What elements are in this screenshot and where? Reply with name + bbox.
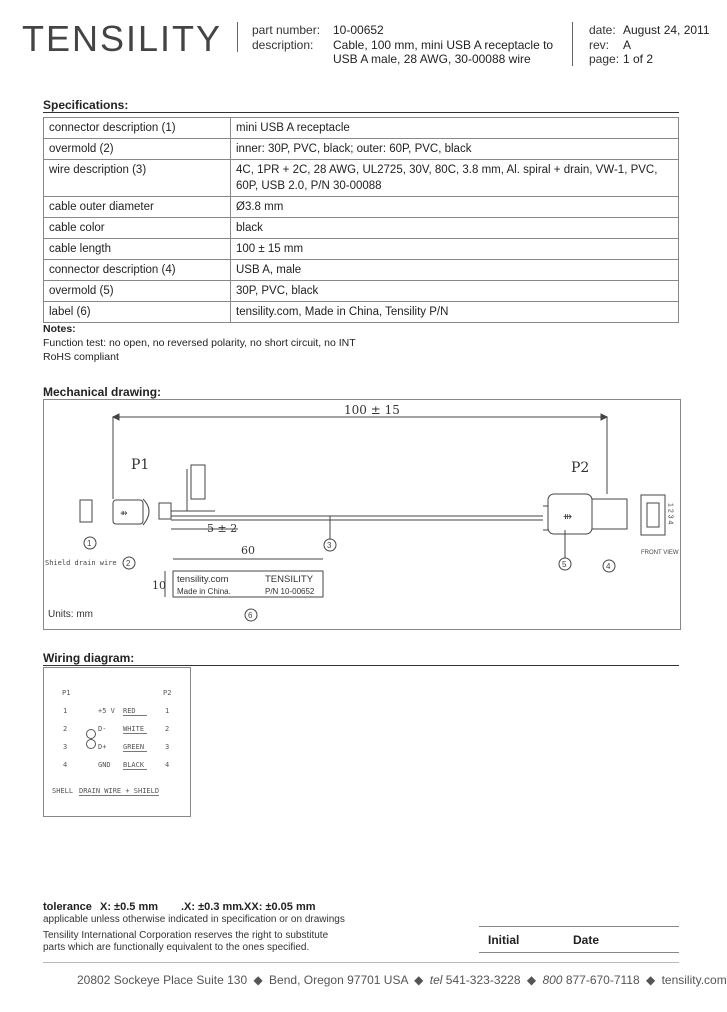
callout-2-text: 2 [126,559,131,568]
p2-usb-symbol-icon: ⇻ [563,510,573,523]
footer-bullet-icon: ◆ [253,973,263,987]
footer-tel: 541-323-3228 [445,973,521,987]
company-logo: TENSILITY [22,18,223,59]
wiring-cell-sig: D- [98,725,107,733]
spec-row [44,160,679,197]
spec-key: cable color [44,218,231,239]
spec-value: Ø3.8 mm [231,197,679,218]
wiring-cell-a: 3 [63,743,68,751]
spec-value: 4C, 1PR + 2C, 28 AWG, UL2725, 30V, 80C, 3.8 mm, Al. spiral + drain, VW-1, PVC, 60P, USB 2.0, P/N 30-00088 [231,160,679,197]
spec-value: inner: 30P, PVC, black; outer: 60P, PVC, black [231,139,679,160]
specifications-title: Specifications: [43,98,679,113]
twisted-pair-icon [81,727,101,751]
description-line1: Cable, 100 mm, mini USB A receptacle to [333,38,554,52]
specifications-table [43,117,679,323]
spec-value: USB A, male [231,260,679,281]
spec-row [44,139,679,160]
wiring-p2-header: P2 [163,689,172,697]
callout-6-text: 6 [248,611,253,620]
spec-value: tensility.com, Made in China, Tensility P/N [231,302,679,323]
wiring-diagram-title: Wiring diagram: [43,651,679,666]
p2-plug-front [641,495,665,535]
wiring-cell-sig: GND [98,761,111,769]
mechanical-drawing-title: Mechanical drawing: [43,385,679,400]
spec-value: 30P, PVC, black [231,281,679,302]
tolerance-x: X: ±0.5 mm [100,901,159,913]
wiring-cell-a: 1 [63,707,68,715]
p2-plug-body [592,499,627,529]
wiring-p1-header: P1 [62,689,71,697]
p1-overmold-curve [143,499,149,525]
drain-wire-label-tab [191,465,205,499]
spec-key: cable length [44,239,231,260]
wiring-shell-text: DRAIN WIRE + SHIELD [79,787,160,795]
units-text: Units: mm [48,609,93,620]
spec-key: connector description (4) [44,260,231,281]
spec-row [44,118,679,139]
signoff-date: Date [573,933,600,947]
footer-city: Bend, Oregon 97701 USA [269,973,408,987]
wiring-cell-a: 2 [63,725,68,733]
callout-1-text: 1 [87,539,92,548]
p2-pin-numbers: 1 2 3 4 [666,503,674,525]
shield-drain-text: Shield drain wire [45,559,117,567]
description-label: description: [252,38,314,52]
strip-dimension-text: 5 ± 2 [207,522,238,535]
spec-row [44,302,679,323]
rev-label: rev: [589,38,610,52]
notes-title: Notes: [43,323,76,335]
rights-line1: Tensility International Corporation reserves the right to substitute [43,930,329,941]
callout-3-text: 3 [327,541,332,550]
footer-bullet-icon: ◆ [414,973,424,987]
spec-row [44,218,679,239]
p2-label: P2 [571,460,590,476]
wiring-cell-color: BLACK [123,761,147,770]
notes-line1: Function test: no open, no reversed polarity, no short circuit, no INT [43,337,356,349]
p2-strain-relief [543,506,548,530]
spec-key: cable outer diameter [44,197,231,218]
wiring-diagram [43,667,189,815]
date-value: August 24, 2011 [623,23,710,37]
wiring-cell-sig: D+ [98,743,107,751]
spec-key: connector description (1) [44,118,231,139]
wiring-shell-label: SHELL [52,787,74,795]
spec-key: overmold (5) [44,281,231,302]
wiring-cell-a: 4 [63,761,68,769]
footer-divider [43,962,679,963]
part-number-value: 10-00652 [333,23,384,37]
label-height-text: 10 [152,579,166,592]
wiring-cell-color: WHITE [123,725,147,734]
p1-receptacle-side [80,500,92,522]
wiring-cell-b: 3 [165,743,170,751]
wiring-cell-color: RED [123,707,147,716]
signoff-initial: Initial [488,933,520,947]
wiring-cell-b: 1 [165,707,170,715]
footer [77,973,727,987]
page-value: 1 of 2 [623,52,654,66]
rev-value: A [623,38,632,52]
p2-front-view-text: FRONT VIEW [641,550,679,556]
label-width-text: 60 [241,544,255,557]
p1-receptacle-front [113,500,143,524]
p1-label: P1 [131,457,150,473]
wiring-cell-b: 4 [165,761,170,769]
length-dimension-text: 100 ± 15 [344,403,400,417]
tolerance-x2: .XX: ±0.05 mm [241,901,316,913]
footer-tollfree-label: 800 [542,973,563,987]
spec-value: 100 ± 15 mm [231,239,679,260]
p1-usb-symbol-icon: ⇻ [120,509,128,519]
tolerance-x1: .X: ±0.3 mm [181,901,243,913]
spec-key: wire description (3) [44,160,231,197]
footer-tollfree: 877-670-7118 [565,973,640,987]
header-divider-right [572,22,573,66]
wiring-cell-b: 2 [165,725,170,733]
footer-web: tensility.com [661,973,727,987]
label-text-brand: TENSILITY [265,574,314,585]
footer-bullet-icon: ◆ [646,973,656,987]
spec-value: black [231,218,679,239]
page-label: page: [589,52,620,66]
spec-value: mini USB A receptacle [231,118,679,139]
callout-5-text: 5 [562,560,567,569]
part-number-label: part number: [252,23,321,37]
description-line2: USB A male, 28 AWG, 30-00088 wire [333,52,531,66]
rights-line2: parts which are functionally equivalent to the ones specified. [43,942,310,953]
mechanical-drawing [43,399,679,628]
footer-tel-label: tel [429,973,443,987]
spec-key: label (6) [44,302,231,323]
label-text-web: tensility.com [177,574,229,585]
spec-row [44,197,679,218]
p2-plug-contacts [647,503,659,527]
wiring-cell-color: GREEN [123,743,147,752]
spec-key: overmold (2) [44,139,231,160]
p1-overmold-inner [159,503,171,519]
label-text-pn: P/N 10-00652 [265,587,315,596]
spec-row [44,239,679,260]
spec-row [44,260,679,281]
spec-row [44,281,679,302]
date-label: date: [589,23,616,37]
tolerance-note: applicable unless otherwise indicated in specification or on drawings [43,914,345,925]
footer-bullet-icon: ◆ [526,973,537,987]
callout-4-text: 4 [606,562,611,571]
header-divider [237,22,238,52]
wiring-cell-sig: +5 V [98,707,115,715]
tolerance-label: tolerance [43,901,92,913]
footer-address: 20802 Sockeye Place Suite 130 [77,973,248,987]
notes-line2: RoHS compliant [43,351,119,363]
label-text-origin: Made in China. [177,587,231,596]
